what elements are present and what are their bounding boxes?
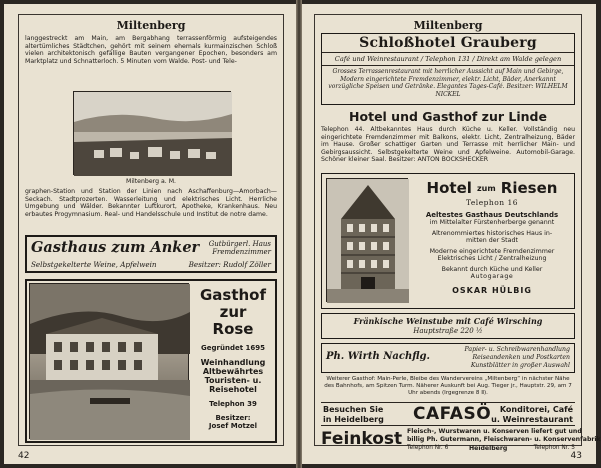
left-intro-text: langgestreckt am Main, am Bergabhang terrassenförmig aufsteigendes altertümliches Städtchen, gehört mit seinem ehemals kurmainzischen Schloß vielen architektonisch gefällige Bauten vergangener Epochen, besonders am Marktplatz und Schnatterloch. 5 Minuten vom Walde. Post- und Tele- — [25, 35, 277, 65]
rose-owner: Josef Motzel — [208, 422, 258, 430]
ad-gasthof-rose — [25, 279, 277, 443]
cafaso-left1: Besuchen Sie — [323, 405, 384, 414]
riesen-headline: Aeltestes Gasthaus Deutschlands — [425, 211, 559, 219]
rose-telephone: Telephon 39 — [209, 400, 257, 408]
rose-founded: Gegründet 1695 — [201, 344, 265, 352]
riesen-line1: Altrenommiertes historisches Haus in- — [431, 230, 553, 237]
grauberg-rule-2 — [322, 65, 574, 66]
riesen-building-image — [327, 179, 409, 303]
riesen-name-part3: Riesen — [500, 179, 558, 197]
rose-owner-label: Besitzer: — [215, 414, 251, 422]
right-page-number: 43 — [570, 451, 582, 461]
feinkost-line2: billig Ph. Gutermann, Fleischwaren- u. Konservenfabrik — [407, 436, 601, 443]
anker-name: Gasthaus zum Anker — [31, 239, 200, 256]
linde-desc: Telephon 44. Altbekanntes Haus durch Küche u. Keller. Vollständig neu eingerichtete Fremdenzimmer mit Balkons, elektr. Licht, Zentralheizung, Bäder im Hause. Großer schattiger Garten und Terrasse mit herrlicher Main- und Gebirgsaussicht. Selbstgekelterte Weine und Apfelweine. Automobil-Garage. Schöner kleiner Saal. Besitzer: ANTON BOCKSHECKER — [321, 126, 575, 164]
anker-right-line2: Fremdenzimmer — [212, 248, 271, 256]
wirsching-sub: Hauptstraße 220 ½ — [413, 327, 483, 335]
rose-line1: Weinhandlung — [200, 358, 266, 367]
left-body-text: graphen-Station und Station der Linien nach Aschaffenburg—Amorbach—Seckach. Stadtprozerten. Wasserleitung und elektrisches Licht. Herrliche Umgebung und Wälder. Bekannter Luftkurort, Apotheke, Krankenhaus. Neu erbautes Progymnasium. Real- und Handelsschule und Institut de notre dame. — [25, 188, 277, 218]
grauberg-name: Schloßhotel Grauberg — [359, 35, 537, 51]
riesen-telephone: Telephon 16 — [465, 198, 519, 207]
rose-text-column — [193, 281, 273, 441]
left-page-header: Miltenberg — [116, 19, 186, 32]
anker-owner: Besitzer: Rudolf Zöller — [188, 260, 271, 269]
riesen-sub: im Mittelalter Fürstenherberge genannt — [429, 219, 555, 226]
rose-line4: Reisehotel — [209, 385, 257, 394]
ad-gasthaus-anker — [25, 235, 277, 273]
rose-line2: Altbewährtes — [202, 367, 264, 376]
anker-wines: Selbstgekelterte Weine, Apfelwein — [31, 260, 157, 269]
cafaso-right1: Konditorei, Café — [499, 405, 573, 414]
feinkost-tel-left: Telephon Nr. 6 — [407, 445, 449, 451]
feinkost-tel-right: Telephon Nr. 5 — [533, 445, 575, 451]
riesen-line2: mitten der Stadt — [466, 237, 518, 244]
riesen-line6: Autogarage — [470, 273, 514, 280]
cafaso-right2: u. Weinrestaurant — [491, 415, 573, 424]
rose-title1: Gasthof — [199, 286, 267, 304]
wirth-name: Ph. Wirth Nachflg. — [326, 351, 430, 362]
feinkost-name: Feinkost — [321, 429, 403, 449]
anker-right-line1: Gutbürgerl. Haus — [208, 240, 271, 248]
feinkost-city: Heidelberg — [469, 445, 508, 452]
riesen-name-part2: zum — [477, 184, 496, 193]
ad-hotel-zum-riesen — [321, 173, 575, 309]
town-landscape-image — [74, 92, 232, 176]
riesen-owner: OSKAR HÜLBIG — [452, 286, 532, 295]
cafaso-name: CAFASÖ — [413, 404, 492, 424]
rose-title3: Rose — [212, 320, 254, 338]
wirth-line2: Reiseandenken und Postkarten — [472, 354, 570, 361]
riesen-name-part1: Hotel — [426, 179, 472, 197]
ad-feinkost — [321, 428, 601, 454]
right-page-header: Miltenberg — [413, 19, 483, 32]
main-perle-notice: Weiterer Gasthof: Main-Perle, Bleibe des Wandervereins „Miltenberg“ in nächster Nähe des Bahnhofs, am Spitzen Turm. Näherer Auskunft bei Aug. Tieger jr., Hauptstr. 29, am 7 Uhr abends (Irgegrenze 8 Ⅱ). — [324, 376, 572, 396]
rose-hotel-photo — [29, 283, 189, 439]
photo-caption: Miltenberg a. M. — [125, 178, 177, 185]
riesen-line5: Bekannt durch Küche und Keller — [441, 266, 543, 273]
right-page-frame — [314, 14, 601, 452]
riesen-name — [412, 178, 572, 197]
feinkost-line1: Fleisch-, Wurstwaren u. Konserven liefert gut und — [407, 428, 582, 435]
right-page — [302, 4, 601, 464]
riesen-line3: Moderne eingerichtete Fremdenzimmer — [429, 248, 555, 255]
rose-hotel-image — [30, 284, 190, 440]
ad-schlosshotel-grauberg — [321, 33, 575, 105]
wirth-line1: Papier- u. Schreibwarenhandlung — [464, 346, 570, 353]
riesen-building-photo — [326, 178, 408, 302]
rose-line3: Touristen- u. — [204, 376, 262, 385]
left-page-number: 42 — [18, 451, 30, 461]
cafaso-left2: in Heidelberg — [323, 415, 384, 424]
linde-name: Hotel und Gasthof zur Linde — [349, 109, 547, 124]
rose-title2: zur — [219, 303, 247, 321]
riesen-text-column — [412, 174, 572, 308]
grauberg-rule — [322, 52, 574, 53]
grauberg-sub: Café und Weinrestaurant / Telephon 131 / Direkt am Walde gelegen — [334, 55, 562, 63]
ad-weinstube-wirsching — [321, 313, 575, 339]
miltenberg-town-photo — [73, 91, 231, 175]
ad-cafaso — [321, 402, 575, 426]
left-page — [4, 4, 296, 464]
grauberg-desc: Grosses Terrassenrestaurant mit herrlicher Aussicht auf Main und Gebirge, Modern eingerichtete Fremdenzimmer, elektr. Licht, Bäder, Anerkannt vorzügliche Speisen und Getränke. Elegantes Tages-Café. Besitzer: WILHELM NICKEL — [328, 68, 568, 98]
wirth-line3: Kunstblätter in großer Auswahl — [470, 362, 570, 369]
riesen-line4: Elektrisches Licht / Zentralheizung — [437, 255, 547, 262]
wirsching-name: Fränkische Weinstube mit Café Wirsching — [353, 316, 543, 326]
ad-ph-wirth — [321, 343, 575, 373]
left-page-frame — [18, 14, 284, 446]
